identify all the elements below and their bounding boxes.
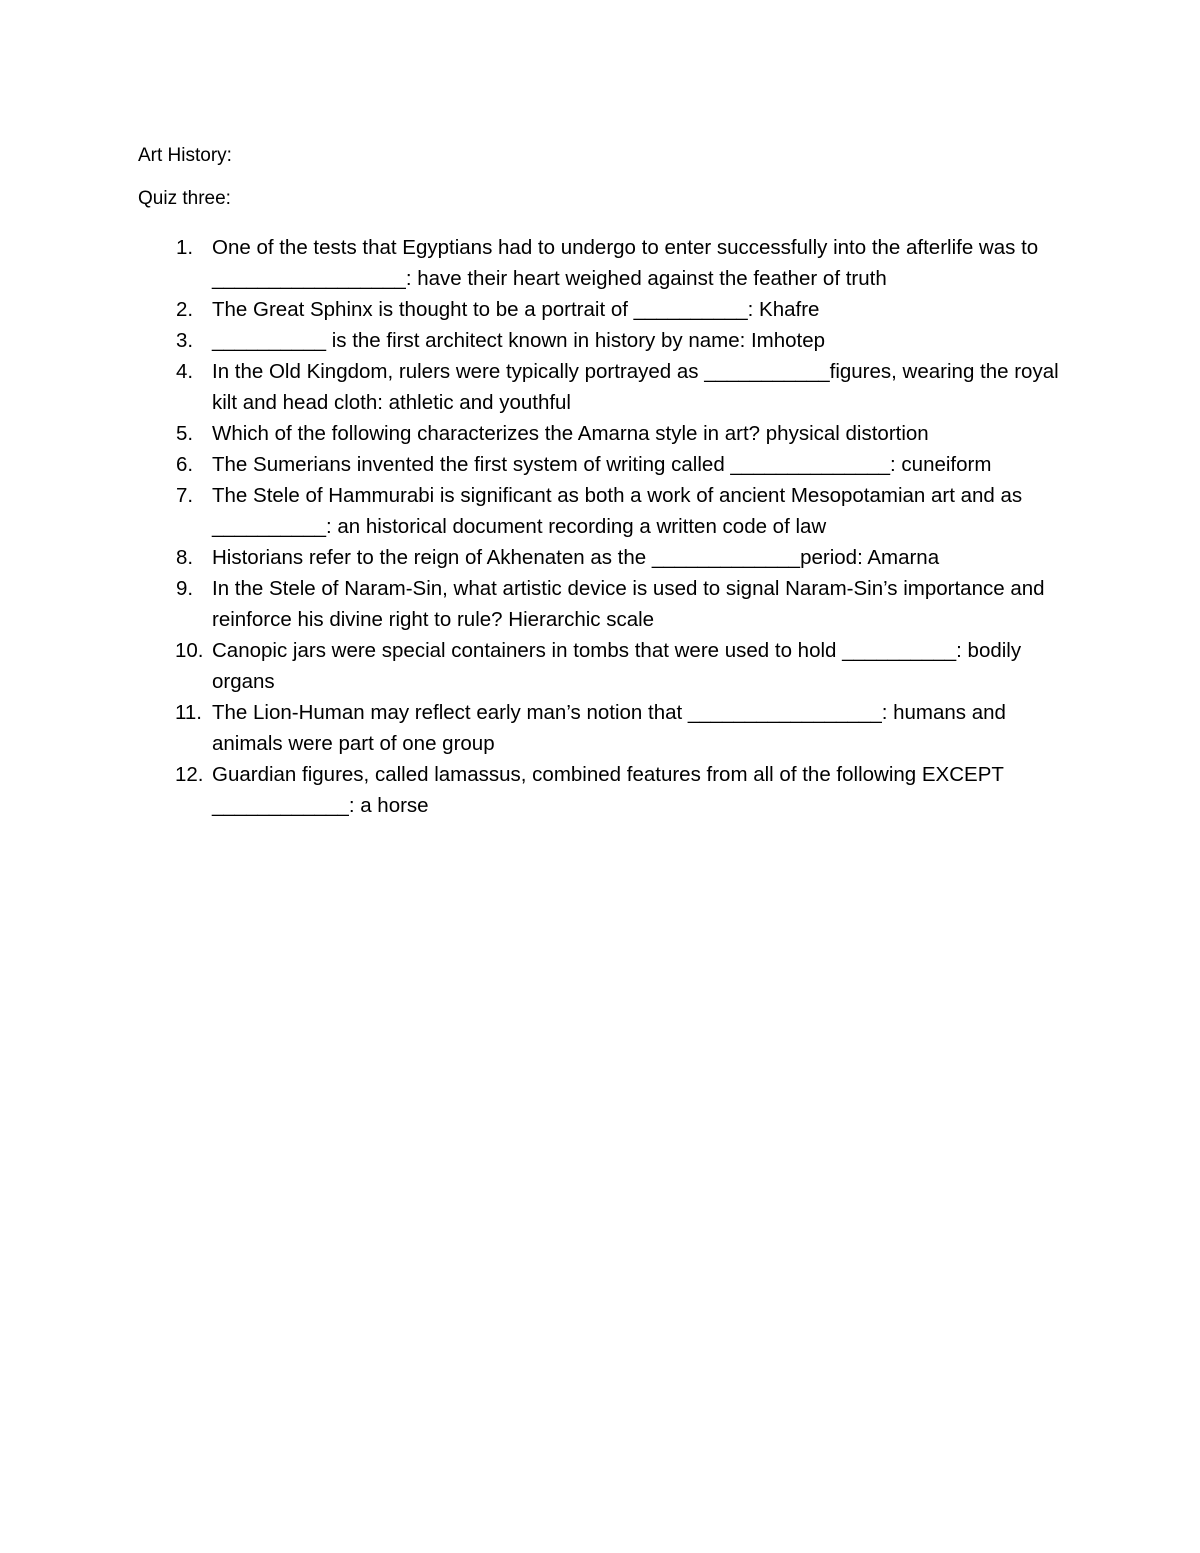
question-number: 2.	[176, 298, 194, 321]
quiz-question	[138, 449, 1068, 480]
question-number: 1.	[176, 236, 194, 259]
question-text: The Great Sphinx is thought to be a portrait of __________: Khafre	[212, 298, 820, 321]
question-number: 4.	[176, 360, 194, 383]
question-number: 11.	[175, 701, 202, 724]
quiz-question	[138, 542, 1068, 573]
question-text: The Stele of Hammurabi is significant as both a work of ancient Mesopotamian art and as __________: an historical document recording a written code of law	[212, 484, 1023, 538]
question-text: Canopic jars were special containers in tombs that were used to hold __________: bodily organs	[212, 639, 1022, 693]
question-number: 3.	[176, 329, 194, 352]
question-text: Historians refer to the reign of Akhenaten as the _____________period: Amarna	[212, 546, 940, 569]
document-subtitle: Quiz three:	[138, 188, 231, 209]
question-text: Guardian figures, called lamassus, combined features from all of the following EXCEPT ____________: a horse	[212, 763, 1004, 817]
question-text: In the Old Kingdom, rulers were typically portrayed as ___________figures, wearing the royal kilt and head cloth: athletic and youthful	[212, 360, 1059, 414]
question-number: 5.	[176, 422, 194, 445]
quiz-question	[138, 325, 1068, 356]
question-number: 9.	[176, 577, 194, 600]
quiz-question	[138, 232, 1068, 294]
question-number: 10.	[175, 639, 204, 662]
question-number: 8.	[176, 546, 194, 569]
quiz-question	[138, 356, 1068, 418]
question-text: __________ is the first architect known in history by name: Imhotep	[212, 329, 826, 352]
question-number: 7.	[176, 484, 194, 507]
question-text: The Sumerians invented the first system of writing called ______________: cuneiform	[212, 453, 992, 476]
question-text: The Lion-Human may reflect early man’s notion that _________________: humans and animals were part of one group	[212, 701, 1006, 755]
quiz-question	[138, 418, 1068, 449]
quiz-question	[138, 480, 1068, 542]
question-number: 6.	[176, 453, 194, 476]
document-title: Art History:	[138, 145, 232, 166]
question-text: One of the tests that Egyptians had to undergo to enter successfully into the afterlife was to _________________: have their heart weighed against the feather of truth	[212, 236, 1039, 290]
quiz-question	[138, 759, 1068, 821]
quiz-question-list	[138, 232, 1068, 821]
question-text: Which of the following characterizes the Amarna style in art? physical distortion	[212, 422, 929, 445]
quiz-question	[138, 697, 1068, 759]
quiz-question	[138, 294, 1068, 325]
question-text: In the Stele of Naram-Sin, what artistic device is used to signal Naram-Sin’s importance and reinforce his divine right to rule? Hierarchic scale	[212, 577, 1045, 631]
quiz-question	[138, 573, 1068, 635]
quiz-question	[138, 635, 1068, 697]
question-number: 12.	[175, 763, 204, 786]
